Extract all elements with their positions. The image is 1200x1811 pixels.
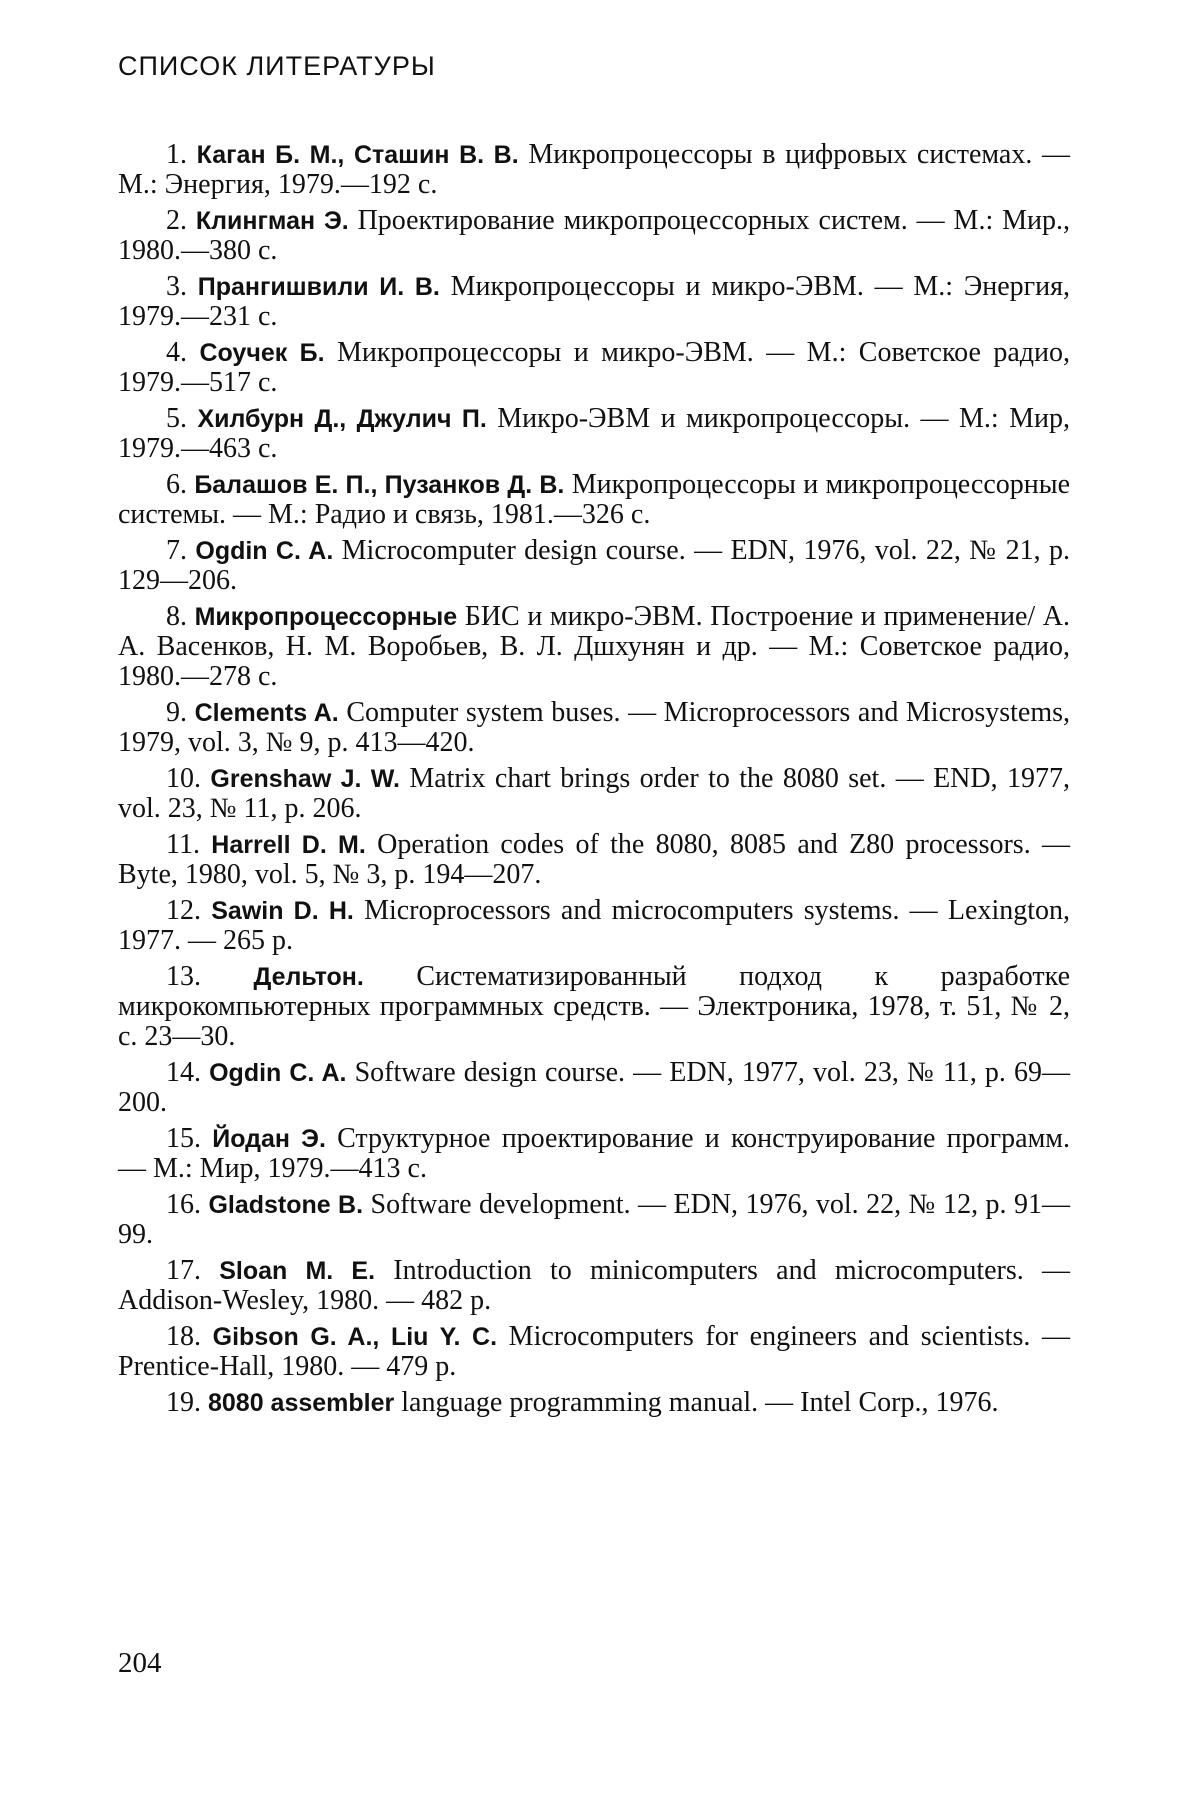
reference-text: Introduction to minicomputers and microcomputers. — Addison-Wesley, 1980. — 482 p. <box>118 1255 1070 1316</box>
reference-text: Matrix chart brings order to the 8080 set. — END, 1977, vol. 23, № 11, p. 206. <box>118 763 1071 824</box>
reference-number: 5. <box>166 403 187 434</box>
reference-text: Software development. — EDN, 1976, vol. 22, № 12, p. 91—99. <box>118 1189 1070 1250</box>
reference-item <box>118 830 1070 890</box>
reference-number: 15. <box>166 1123 201 1154</box>
reference-item <box>118 962 1070 1052</box>
reference-author: Дельтон. <box>253 963 364 991</box>
reference-text: Operation codes of the 8080, 8085 and Z80 processors. — Byte, 1980, vol. 5, № 3, p. 194—207. <box>118 829 1071 890</box>
reference-item <box>118 404 1070 464</box>
reference-number: 4. <box>166 337 187 368</box>
reference-author: Хилбурн Д., Джулич П. <box>197 405 487 433</box>
reference-item <box>118 698 1070 758</box>
reference-list <box>118 140 1070 1418</box>
reference-item <box>118 602 1070 692</box>
reference-author: Ogdin C. A. <box>209 1059 347 1087</box>
reference-item <box>118 1322 1070 1382</box>
reference-author: Йодан Э. <box>212 1125 326 1153</box>
reference-author: Соучек Б. <box>199 339 325 367</box>
reference-item <box>118 1058 1070 1118</box>
reference-author: Микропроцессорные <box>194 603 458 631</box>
reference-number: 7. <box>166 535 187 566</box>
reference-author: Gladstone B. <box>208 1191 364 1219</box>
reference-text: Computer system buses. — Microprocessors and Microsystems, 1979, vol. 3, № 9, p. 413—420. <box>118 697 1071 758</box>
reference-author: Gibson G. A., Liu Y. C. <box>212 1323 498 1351</box>
reference-number: 9. <box>166 697 187 728</box>
reference-item <box>118 1190 1070 1250</box>
reference-text: Microprocessors and microcomputers systems. — Lexington, 1977. — 265 p. <box>118 895 1070 956</box>
reference-author: Grenshaw J. W. <box>210 765 400 793</box>
book-page <box>118 48 1070 1788</box>
reference-author: Прангишвили И. В. <box>197 273 440 301</box>
reference-item <box>118 272 1070 332</box>
reference-text: Структурное проектирование и конструирование программ. — М.: Мир, 1979.—413 с. <box>118 1123 1071 1184</box>
reference-item <box>118 1124 1070 1184</box>
reference-number: 2. <box>166 205 187 236</box>
reference-text: Микропроцессоры и микро-ЭВМ. — М.: Энергия, 1979.—231 с. <box>118 271 1071 332</box>
reference-item <box>118 536 1070 596</box>
reference-text: Микро-ЭВМ и микропроцессоры. — М.: Мир, 1979.—463 с. <box>118 403 1070 464</box>
reference-author: Harrell D. M. <box>211 831 366 859</box>
reference-author: 8080 assembler <box>208 1389 395 1417</box>
reference-item <box>118 470 1070 530</box>
reference-item <box>118 1256 1070 1316</box>
reference-item <box>118 140 1070 200</box>
reference-item <box>118 764 1070 824</box>
reference-number: 19. <box>166 1387 201 1418</box>
reference-author: Sloan M. E. <box>219 1257 376 1285</box>
reference-item <box>118 896 1070 956</box>
reference-number: 11. <box>166 829 200 860</box>
reference-author: Клингман Э. <box>195 207 349 235</box>
reference-author: Sawin D. H. <box>211 897 354 925</box>
reference-text: Систематизированный подход к разработке микрокомпьютерных программных средств. — Электроника, 1978, т. 51, № 2, с. 23—30. <box>118 961 1071 1052</box>
page-number: 204 <box>118 1647 162 1679</box>
reference-text: language programming manual. — Intel Corp., 1976. <box>394 1387 999 1418</box>
reference-text: Микропроцессоры в цифровых системах. — М.: Энергия, 1979.—192 с. <box>118 139 1070 200</box>
reference-text: Software design course. — EDN, 1977, vol. 23, № 11, p. 69—200. <box>118 1057 1071 1118</box>
reference-text: Проектирование микропроцессорных систем. — М.: Мир., 1980.—380 с. <box>118 205 1071 266</box>
reference-number: 17. <box>166 1255 201 1286</box>
reference-number: 1. <box>166 139 187 170</box>
page-heading: СПИСОК ЛИТЕРАТУРЫ <box>118 51 436 81</box>
reference-number: 3. <box>166 271 187 302</box>
reference-text: Микропроцессоры и микро-ЭВМ. — М.: Советское радио, 1979.—517 с. <box>118 337 1070 398</box>
reference-item <box>118 206 1070 266</box>
reference-author: Каган Б. М., Сташин В. В. <box>196 141 519 169</box>
reference-number: 6. <box>166 469 187 500</box>
reference-text: Microcomputer design course. — EDN, 1976, vol. 22, № 21, p. 129—206. <box>118 535 1071 596</box>
reference-author: Балашов Е. П., Пузанков Д. В. <box>194 471 565 499</box>
reference-author: Ogdin C. A. <box>195 537 334 565</box>
reference-text: БИС и микро-ЭВМ. Построение и применение/ А. А. Васенков, Н. М. Воробьев, В. Л. Дшхунян и др. — М.: Советское радио, 1980.—278 с. <box>118 601 1070 692</box>
reference-number: 16. <box>166 1189 201 1220</box>
reference-text: Микропроцессоры и микропроцессорные системы. — М.: Радио и связь, 1981.—326 с. <box>118 469 1071 530</box>
reference-number: 14. <box>166 1057 201 1088</box>
reference-text: Microcomputers for engineers and scientists. — Prentice-Hall, 1980. — 479 p. <box>118 1321 1070 1382</box>
reference-number: 8. <box>166 601 187 632</box>
reference-number: 10. <box>166 763 201 794</box>
reference-number: 18. <box>166 1321 201 1352</box>
reference-author: Clements A. <box>194 699 339 727</box>
reference-item <box>118 1388 1070 1418</box>
reference-item <box>118 338 1070 398</box>
reference-number: 12. <box>166 895 201 926</box>
reference-number: 13. <box>166 961 201 992</box>
